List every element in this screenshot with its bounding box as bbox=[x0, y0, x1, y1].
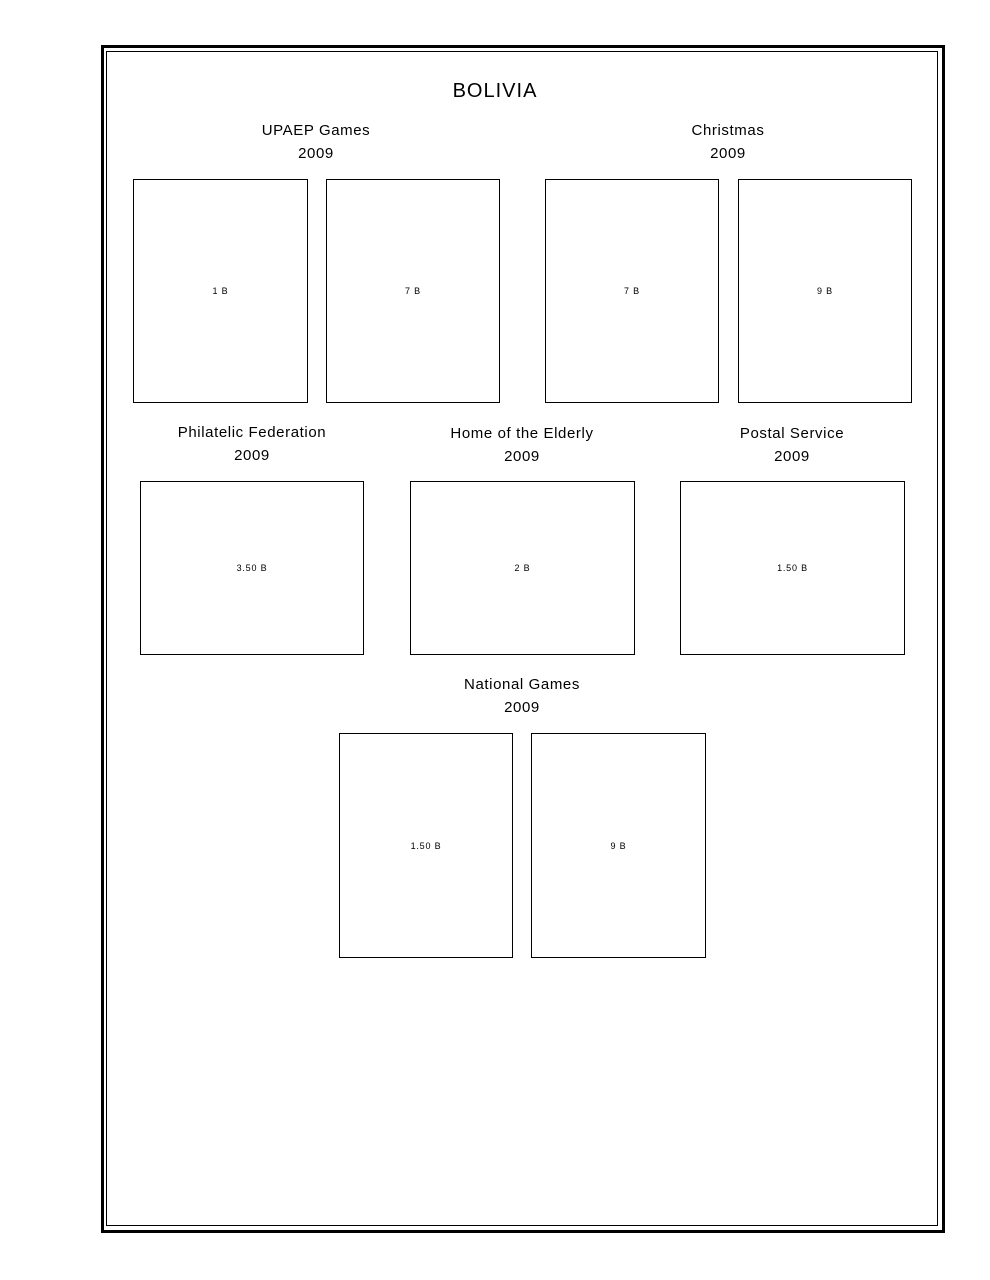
group-year: 2009 bbox=[710, 145, 746, 162]
stamp-denomination: 9 B bbox=[817, 286, 833, 296]
group-title: Christmas bbox=[691, 122, 765, 139]
stamp-space bbox=[680, 481, 905, 655]
stamp-space bbox=[326, 179, 500, 403]
group-heading-philatelic-federation bbox=[137, 421, 367, 467]
group-title: Postal Service bbox=[739, 425, 845, 442]
group-year: 2009 bbox=[234, 447, 270, 464]
group-year: 2009 bbox=[298, 145, 334, 162]
stamp-space bbox=[738, 179, 912, 403]
stamp-space bbox=[133, 179, 308, 403]
group-title: National Games bbox=[464, 676, 580, 693]
group-heading-upaep-games bbox=[216, 119, 416, 165]
stamp-denomination: 1.50 B bbox=[777, 563, 808, 573]
group-year: 2009 bbox=[504, 699, 540, 716]
group-title: Philatelic Federation bbox=[177, 424, 327, 441]
group-heading-christmas bbox=[628, 119, 828, 165]
group-heading-home-of-the-elderly bbox=[407, 422, 637, 468]
group-heading-postal-service bbox=[677, 422, 907, 468]
stamp-denomination: 1 B bbox=[212, 286, 229, 296]
stamp-denomination: 7 B bbox=[624, 286, 640, 296]
stamp-denomination: 7 B bbox=[405, 286, 421, 296]
stamp-space bbox=[339, 733, 513, 958]
stamp-space bbox=[410, 481, 635, 655]
group-year: 2009 bbox=[504, 448, 540, 465]
stamp-denomination: 2 B bbox=[514, 563, 531, 573]
stamp-space bbox=[545, 179, 719, 403]
group-heading-national-games bbox=[407, 673, 637, 719]
group-title: Home of the Elderly bbox=[450, 425, 594, 442]
page-title: BOLIVIA bbox=[452, 80, 538, 102]
group-title: UPAEP Games bbox=[261, 122, 371, 139]
stamp-space bbox=[140, 481, 364, 655]
stamp-denomination: 9 B bbox=[610, 840, 627, 851]
stamp-denomination: 3.50 B bbox=[236, 563, 268, 573]
stamp-denomination: 1.50 B bbox=[410, 840, 442, 851]
group-year: 2009 bbox=[774, 448, 810, 465]
stamp-space bbox=[531, 733, 706, 958]
